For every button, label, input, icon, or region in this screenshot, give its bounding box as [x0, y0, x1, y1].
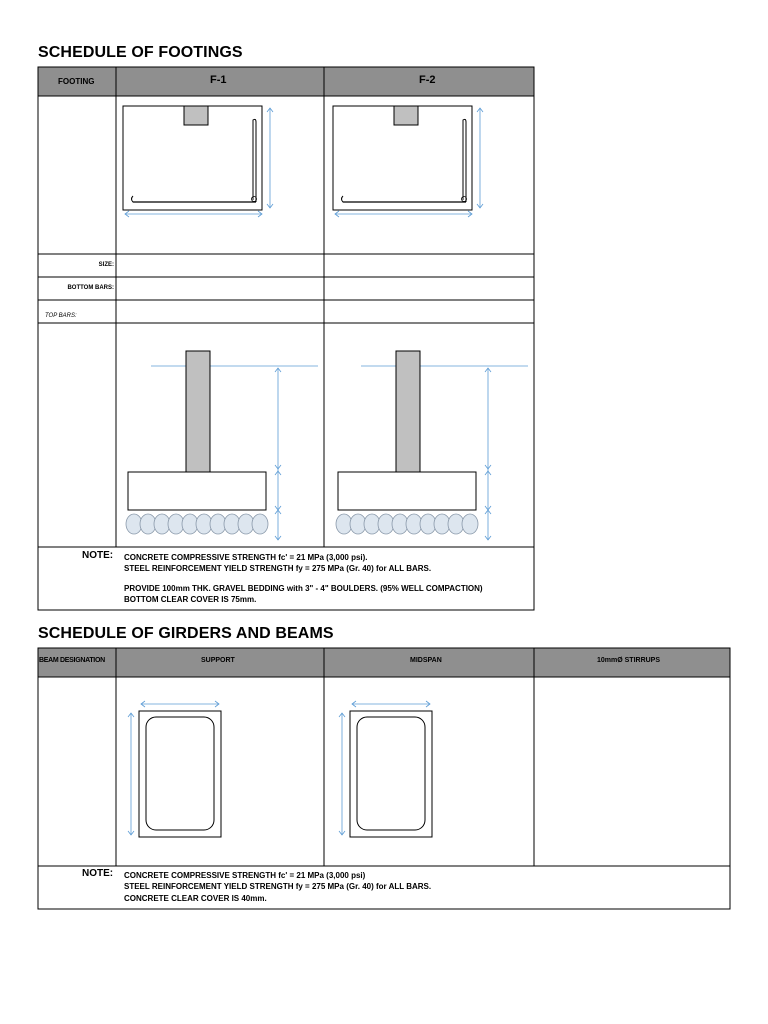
- f1-column-plan: [184, 106, 208, 125]
- beam-note-2: STEEL REINFORCEMENT YIELD STRENGTH fy = 275 MPa (Gr. 40) for ALL BARS.: [124, 882, 432, 891]
- boulder: [462, 514, 478, 534]
- beam-header-label: BEAM DESIGNATION: [39, 657, 105, 664]
- footing-note-label: NOTE:: [82, 550, 114, 561]
- f1-gravel-bedding: [126, 514, 268, 534]
- row-label-top-bars: TOP BARS:: [45, 313, 77, 319]
- footing-note-1: CONCRETE COMPRESSIVE STRENGTH fc' = 21 MPa (3,000 psi).: [124, 553, 368, 562]
- f2-column-plan: [394, 106, 418, 125]
- footing-note-4: BOTTOM CLEAR COVER IS 75mm.: [124, 595, 257, 604]
- footing-header-label: FOOTING: [58, 77, 95, 86]
- row-label-bottom-bars: BOTTOM BARS:: [67, 285, 114, 291]
- midspan-beam-section: [339, 701, 432, 837]
- f2-section-view: [336, 351, 528, 540]
- support-beam-section: [128, 701, 221, 837]
- beam-note-3: CONCRETE CLEAR COVER IS 40mm.: [124, 894, 267, 903]
- boulder: [252, 514, 268, 534]
- f2-gravel-bedding: [336, 514, 478, 534]
- f1-plan-view: [123, 106, 273, 217]
- footing-header-bg: [38, 67, 534, 96]
- beams-title: SCHEDULE OF GIRDERS AND BEAMS: [38, 625, 334, 642]
- f1-section-view: [126, 351, 318, 540]
- row-label-size: SIZE:: [98, 262, 114, 268]
- beam-note-label: NOTE:: [82, 868, 114, 879]
- footings-title: SCHEDULE OF FOOTINGS: [38, 44, 243, 61]
- footing-header-f2: F-2: [419, 74, 436, 86]
- footing-note-3: PROVIDE 100mm THK. GRAVEL BEDDING with 3" - 4" BOULDERS. (95% WELL COMPACTION): [124, 584, 483, 593]
- beam-header-support: SUPPORT: [201, 657, 235, 664]
- footing-note-2: STEEL REINFORCEMENT YIELD STRENGTH fy = 275 MPa (Gr. 40) for ALL BARS.: [124, 564, 432, 573]
- beam-header-midspan: MIDSPAN: [410, 657, 442, 664]
- f2-plan-view: [333, 106, 483, 217]
- beam-header-stirrups: 10mmØ STIRRUPS: [597, 657, 661, 664]
- footing-header-f1: F-1: [210, 74, 227, 86]
- beam-note-1: CONCRETE COMPRESSIVE STRENGTH fc' = 21 MPa (3,000 psi): [124, 871, 366, 880]
